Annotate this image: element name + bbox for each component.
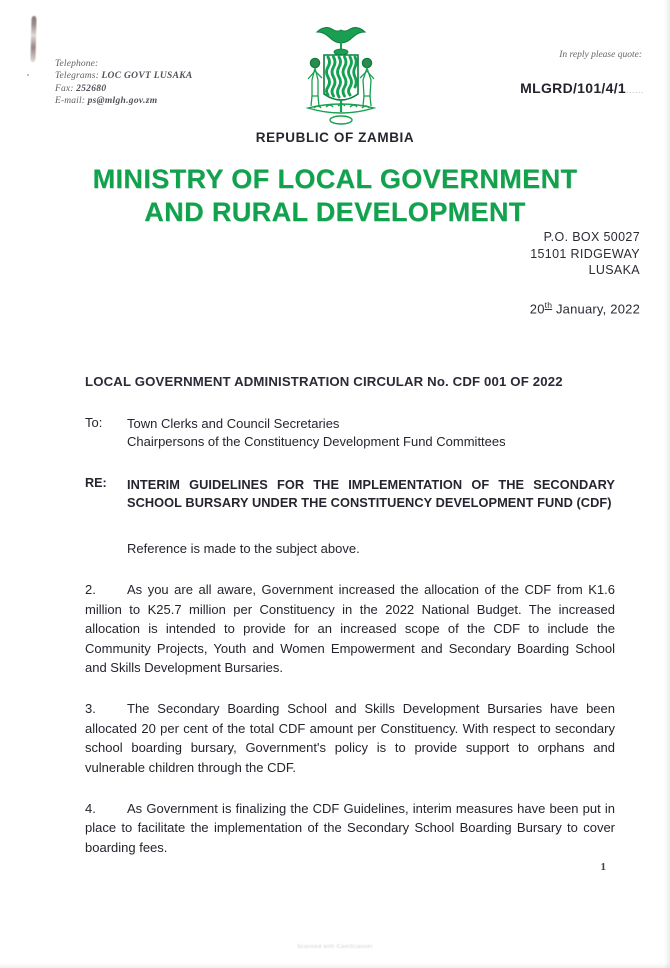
scanner-watermark: Scanned with CamScanner — [297, 944, 373, 950]
page-edge-right — [664, 0, 670, 968]
email-line — [55, 95, 193, 107]
ministry-heading-line1: MINISTRY OF LOCAL GOVERNMENT — [92, 164, 578, 194]
fax-label: Fax: — [55, 83, 74, 94]
letter-body — [85, 374, 615, 857]
telegrams-value: LOC GOVT LUSAKA — [101, 71, 193, 82]
paragraph-3-text: The Secondary Boarding School and Skills Development Bursaries have been allocated 20 per cent of the total CDF amount per Constituency. With respect to secondary school boarding bursary, Government's policy is to provide support to orphans and vulnerable children through the CDF. — [85, 701, 615, 775]
page-number: 1 — [600, 861, 606, 873]
paragraph-2 — [85, 580, 615, 677]
fax-line — [55, 83, 193, 95]
re-label: RE: — [85, 476, 107, 490]
scan-artifact-dot — [27, 74, 29, 76]
addressee-list — [127, 415, 615, 450]
addressee-block — [85, 415, 615, 450]
republic-heading: REPUBLIC OF ZAMBIA — [255, 130, 415, 145]
zambia-coat-of-arms-icon — [300, 22, 382, 128]
date-ordinal: th — [544, 300, 553, 310]
addressee-line-2: Chairpersons of the Constituency Development Fund Committees — [127, 433, 506, 449]
subject-block — [85, 476, 615, 511]
to-label: To: — [85, 415, 103, 430]
reply-quote-note: In reply please quote: — [559, 50, 642, 60]
reference-paragraph: Reference is made to the subject above. — [127, 541, 360, 556]
telephone-line — [55, 58, 193, 70]
paragraph-3-number: 3. — [85, 701, 96, 717]
addressee-line-1: Town Clerks and Council Secretaries — [127, 416, 340, 431]
reference-number: MLGRD/101/4/1...... — [520, 80, 644, 96]
ministry-heading — [0, 163, 670, 229]
postal-address — [530, 229, 640, 279]
telephone-label: Telephone: — [55, 59, 99, 69]
fax-value: 252680 — [76, 83, 107, 94]
date-day: 20 — [529, 301, 545, 317]
letter-date — [530, 300, 640, 316]
circular-title: LOCAL GOVERNMENT ADMINISTRATION CIRCULAR No. CDF 001 OF 2022 — [85, 374, 563, 389]
paragraph-4-text: As Government is finalizing the CDF Guidelines, interim measures have been put in place to facilitate the implementation of the Secondary School Boarding Bursary to cover boarding fees. — [85, 801, 615, 855]
paragraph-4-number: 4. — [85, 801, 96, 817]
scan-artifact-mark — [30, 16, 36, 62]
ministry-heading-line2: AND RURAL DEVELOPMENT — [144, 197, 526, 227]
paragraph-3 — [85, 699, 615, 777]
address-line-1: P.O. BOX 50027 — [543, 230, 640, 244]
paragraph-4 — [85, 799, 615, 857]
page-edge-bottom — [0, 963, 670, 968]
paragraph-2-text: As you are all aware, Government increased the allocation of the CDF from K1.6 million to K25.7 million per Constituency in the 2022 National Budget. The increased allocation is intended to provide for an increased scope of the CDF to include the Community Projects, Youth and Women Empowerment and Secondary Boarding School and Skills Development Bursaries. — [85, 582, 615, 676]
email-label: E-mail: — [55, 96, 86, 107]
telegrams-line — [55, 70, 193, 82]
contact-details — [55, 58, 193, 108]
address-line-2: 15101 RIDGEWAY — [530, 246, 640, 261]
address-line-3: LUSAKA — [588, 263, 640, 277]
reference-number-text: MLGRD/101/4/1 — [520, 80, 626, 96]
date-rest: January, 2022 — [552, 301, 640, 317]
subject-text: INTERIM GUIDELINES FOR THE IMPLEMENTATION OF THE SECONDARY SCHOOL BURSARY UNDER THE CONSTITUENCY DEVELOPMENT FUND (CDF) — [127, 477, 615, 510]
paragraph-2-number: 2. — [85, 582, 96, 598]
telegrams-label: Telegrams: — [55, 71, 99, 82]
email-value: ps@mlgh.gov.zm — [87, 96, 158, 107]
